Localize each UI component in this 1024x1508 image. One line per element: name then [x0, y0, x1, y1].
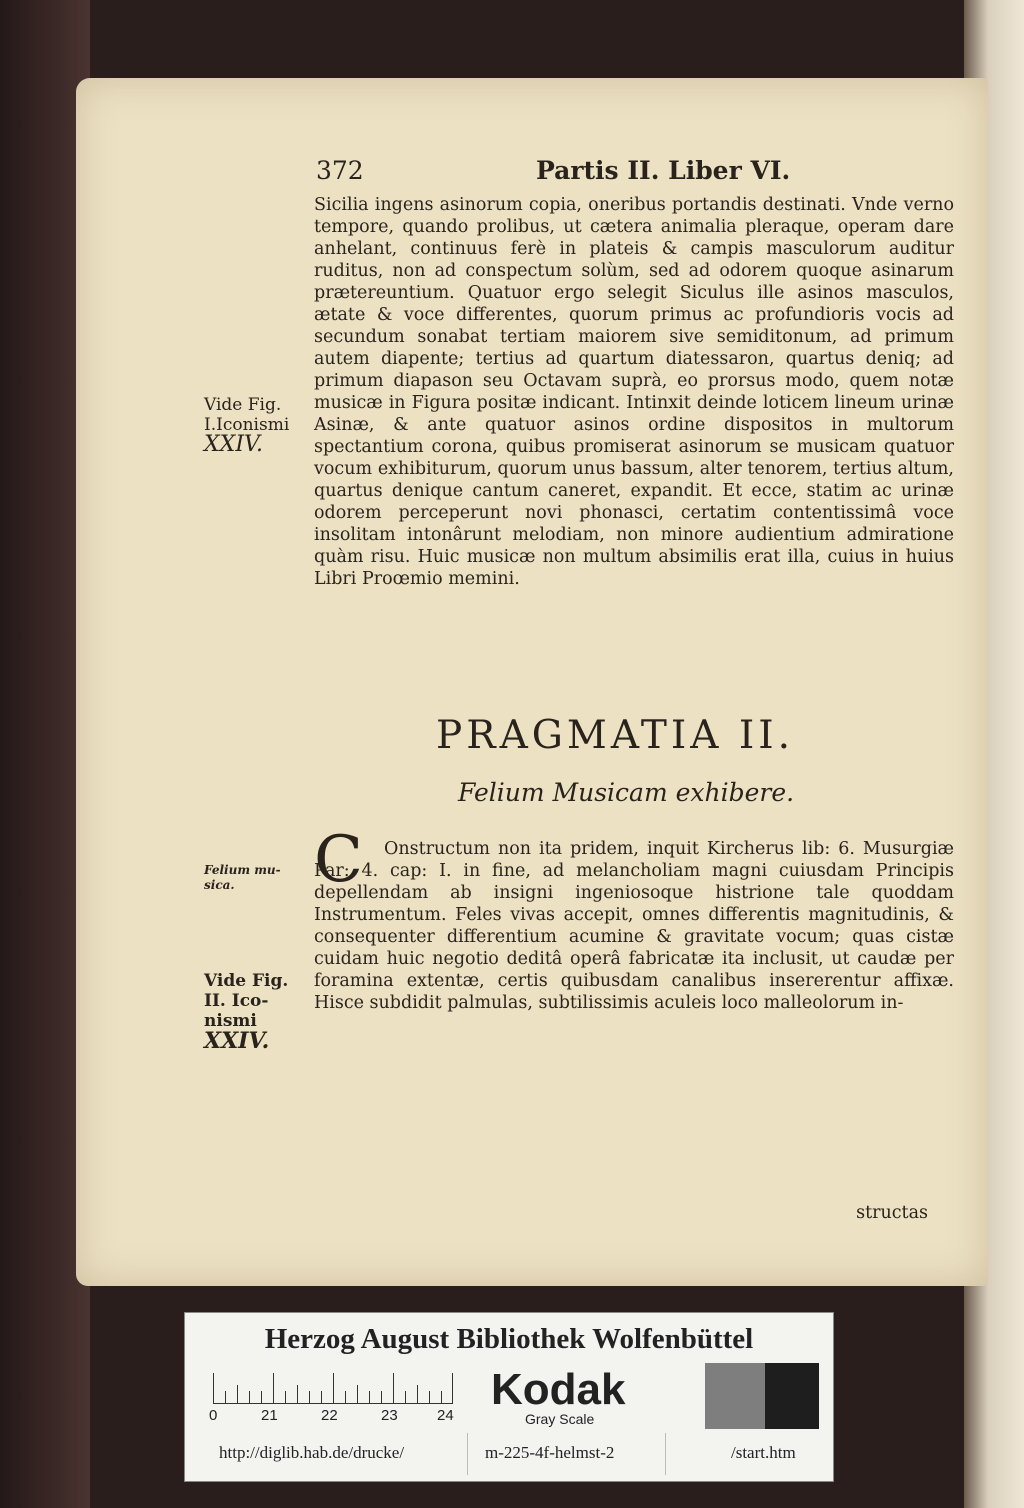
- drop-cap: C: [314, 823, 363, 897]
- margin-note-line: Vide Fig.: [204, 971, 289, 991]
- section-subtitle: Felium Musicam exhibere.: [458, 778, 795, 807]
- ruler-label: 23: [381, 1407, 398, 1424]
- ruler-label: 21: [261, 1407, 278, 1424]
- divider: [665, 1433, 666, 1475]
- ruler-tick: [369, 1391, 370, 1403]
- gray-swatch: [705, 1363, 765, 1429]
- running-title: Partis II. Liber VI.: [536, 156, 791, 185]
- ruler-tick: [345, 1391, 346, 1403]
- ruler-tick: [417, 1385, 418, 1403]
- paragraph-asinorum: Sicilia ingens asinorum copia, oneribus portandis destinati. Vnde verno tempore, quando prolibus, ut cætera animalia pleraque, operam dare anhelant, continuus ferè in plateis & campis masculorum auditur ruditus, non ad conspectum solùm, sed ad odorem quoque asinarum prætereuntium. Quatuor ergo selegit Siculus ille asinos masculos, ætate & voce differentes, quorum primus ac profundioris vocis ad secundum sonabat tertiam maiorem sive semiditonum, ad primum autem diapente; tertius ad quartum diatessaron, quartus deniq; ad primum diapason seu Octavam suprà, eo prorsus modo, quem notæ musicæ in Figura positæ indicant. Intinxit deinde loticem lineum urinæ Asinæ, & ante quatuor asinos ordine dispositos in multorum spectantium corona, quibus promiserat asinorum se musicam quatuor vocum exhibiturum, quorum unus bassum, alter tenorem, tertius altum, quartus denique cantum caneret, expandit. Et ecce, statim ac urinæ odorem perceperunt novi phonasci, certatim contentissimâ voce insolitam intonârunt melodiam, non minore audientium admiratione quàm risu. Huic musicæ non multum absimilis erat illa, cuius in huius Libri Proœmio memini.: [314, 195, 954, 589]
- margin-note-felium: [204, 863, 304, 893]
- page-number: 372: [316, 156, 364, 185]
- url-part-right: /start.htm: [731, 1443, 796, 1462]
- margin-note-line: Felium mu-: [204, 863, 281, 877]
- ruler-tick: [213, 1373, 214, 1403]
- margin-note-line: XXIV.: [204, 1028, 270, 1054]
- ruler-tick: [285, 1391, 286, 1403]
- ruler-tick: [297, 1385, 298, 1403]
- ruler-tick: [441, 1391, 442, 1403]
- divider: [467, 1433, 468, 1475]
- ruler-scale: [213, 1373, 453, 1404]
- kodak-target-card: [184, 1312, 834, 1482]
- ruler-tick: [321, 1391, 322, 1403]
- catchword: structas: [856, 1203, 928, 1223]
- ruler-tick: [452, 1373, 453, 1403]
- url-part-left: http://diglib.hab.de/drucke/: [219, 1443, 405, 1462]
- ruler-tick: [273, 1373, 274, 1403]
- ruler-label: 24: [437, 1407, 454, 1424]
- paragraph-felium: Onstructum non ita pridem, inquit Kircherus lib: 6. Musurgiæ Par: 4. cap: I. in fine, ad melancholiam magni cuiusdam Principis depellendam ab insigni ingeniosoque histrione tale quoddam Instrumentum. Feles vivas accepit, omnes differentis magnitudinis, & consequenter differentium acumine & gravitate vocum; quas cistæ cuidam huic negotio deditâ operâ fabricatæ ita inclusit, ut caudæ per foramina extentæ, certis quibusdam canalibus insererentur affixæ. Hisce subdidit palmulas, subtilissimis aculeis loco malleolorum in-: [314, 839, 954, 1013]
- library-name: Herzog August Bibliothek Wolfenbüttel: [264, 1323, 754, 1355]
- gray-scale-label: Gray Scale: [525, 1411, 595, 1427]
- ruler-tick: [405, 1391, 406, 1403]
- margin-note-line: II. Ico-: [204, 991, 269, 1011]
- black-swatch: [765, 1363, 819, 1429]
- ruler-tick: [249, 1391, 250, 1403]
- margin-note-line: sica.: [204, 878, 235, 892]
- margin-note-line: I.Iconismi: [204, 415, 290, 435]
- ruler-tick: [381, 1391, 382, 1403]
- ruler-tick: [225, 1391, 226, 1403]
- url-part-mid: m-225-4f-helmst-2: [485, 1443, 615, 1462]
- ruler-tick: [309, 1391, 310, 1403]
- ruler-tick: [429, 1391, 430, 1403]
- kodak-logo: Kodak: [491, 1365, 626, 1414]
- margin-note-figure-2: [204, 971, 304, 1054]
- ruler-tick: [261, 1391, 262, 1403]
- running-head: [316, 156, 876, 196]
- ruler-tick: [237, 1385, 238, 1403]
- ruler-tick: [333, 1373, 334, 1403]
- ruler-label: 22: [321, 1407, 338, 1424]
- margin-note-line: nismi: [204, 1011, 257, 1031]
- ruler-tick: [393, 1373, 394, 1403]
- margin-note-line: XXIV.: [204, 432, 264, 457]
- ruler-tick: [357, 1385, 358, 1403]
- margin-note-figure-1: [204, 395, 304, 455]
- section-heading: PRAGMATIA II.: [436, 713, 795, 758]
- margin-note-line: Vide Fig.: [204, 395, 282, 415]
- book-page: [76, 78, 988, 1286]
- ruler-label: 0: [209, 1407, 218, 1424]
